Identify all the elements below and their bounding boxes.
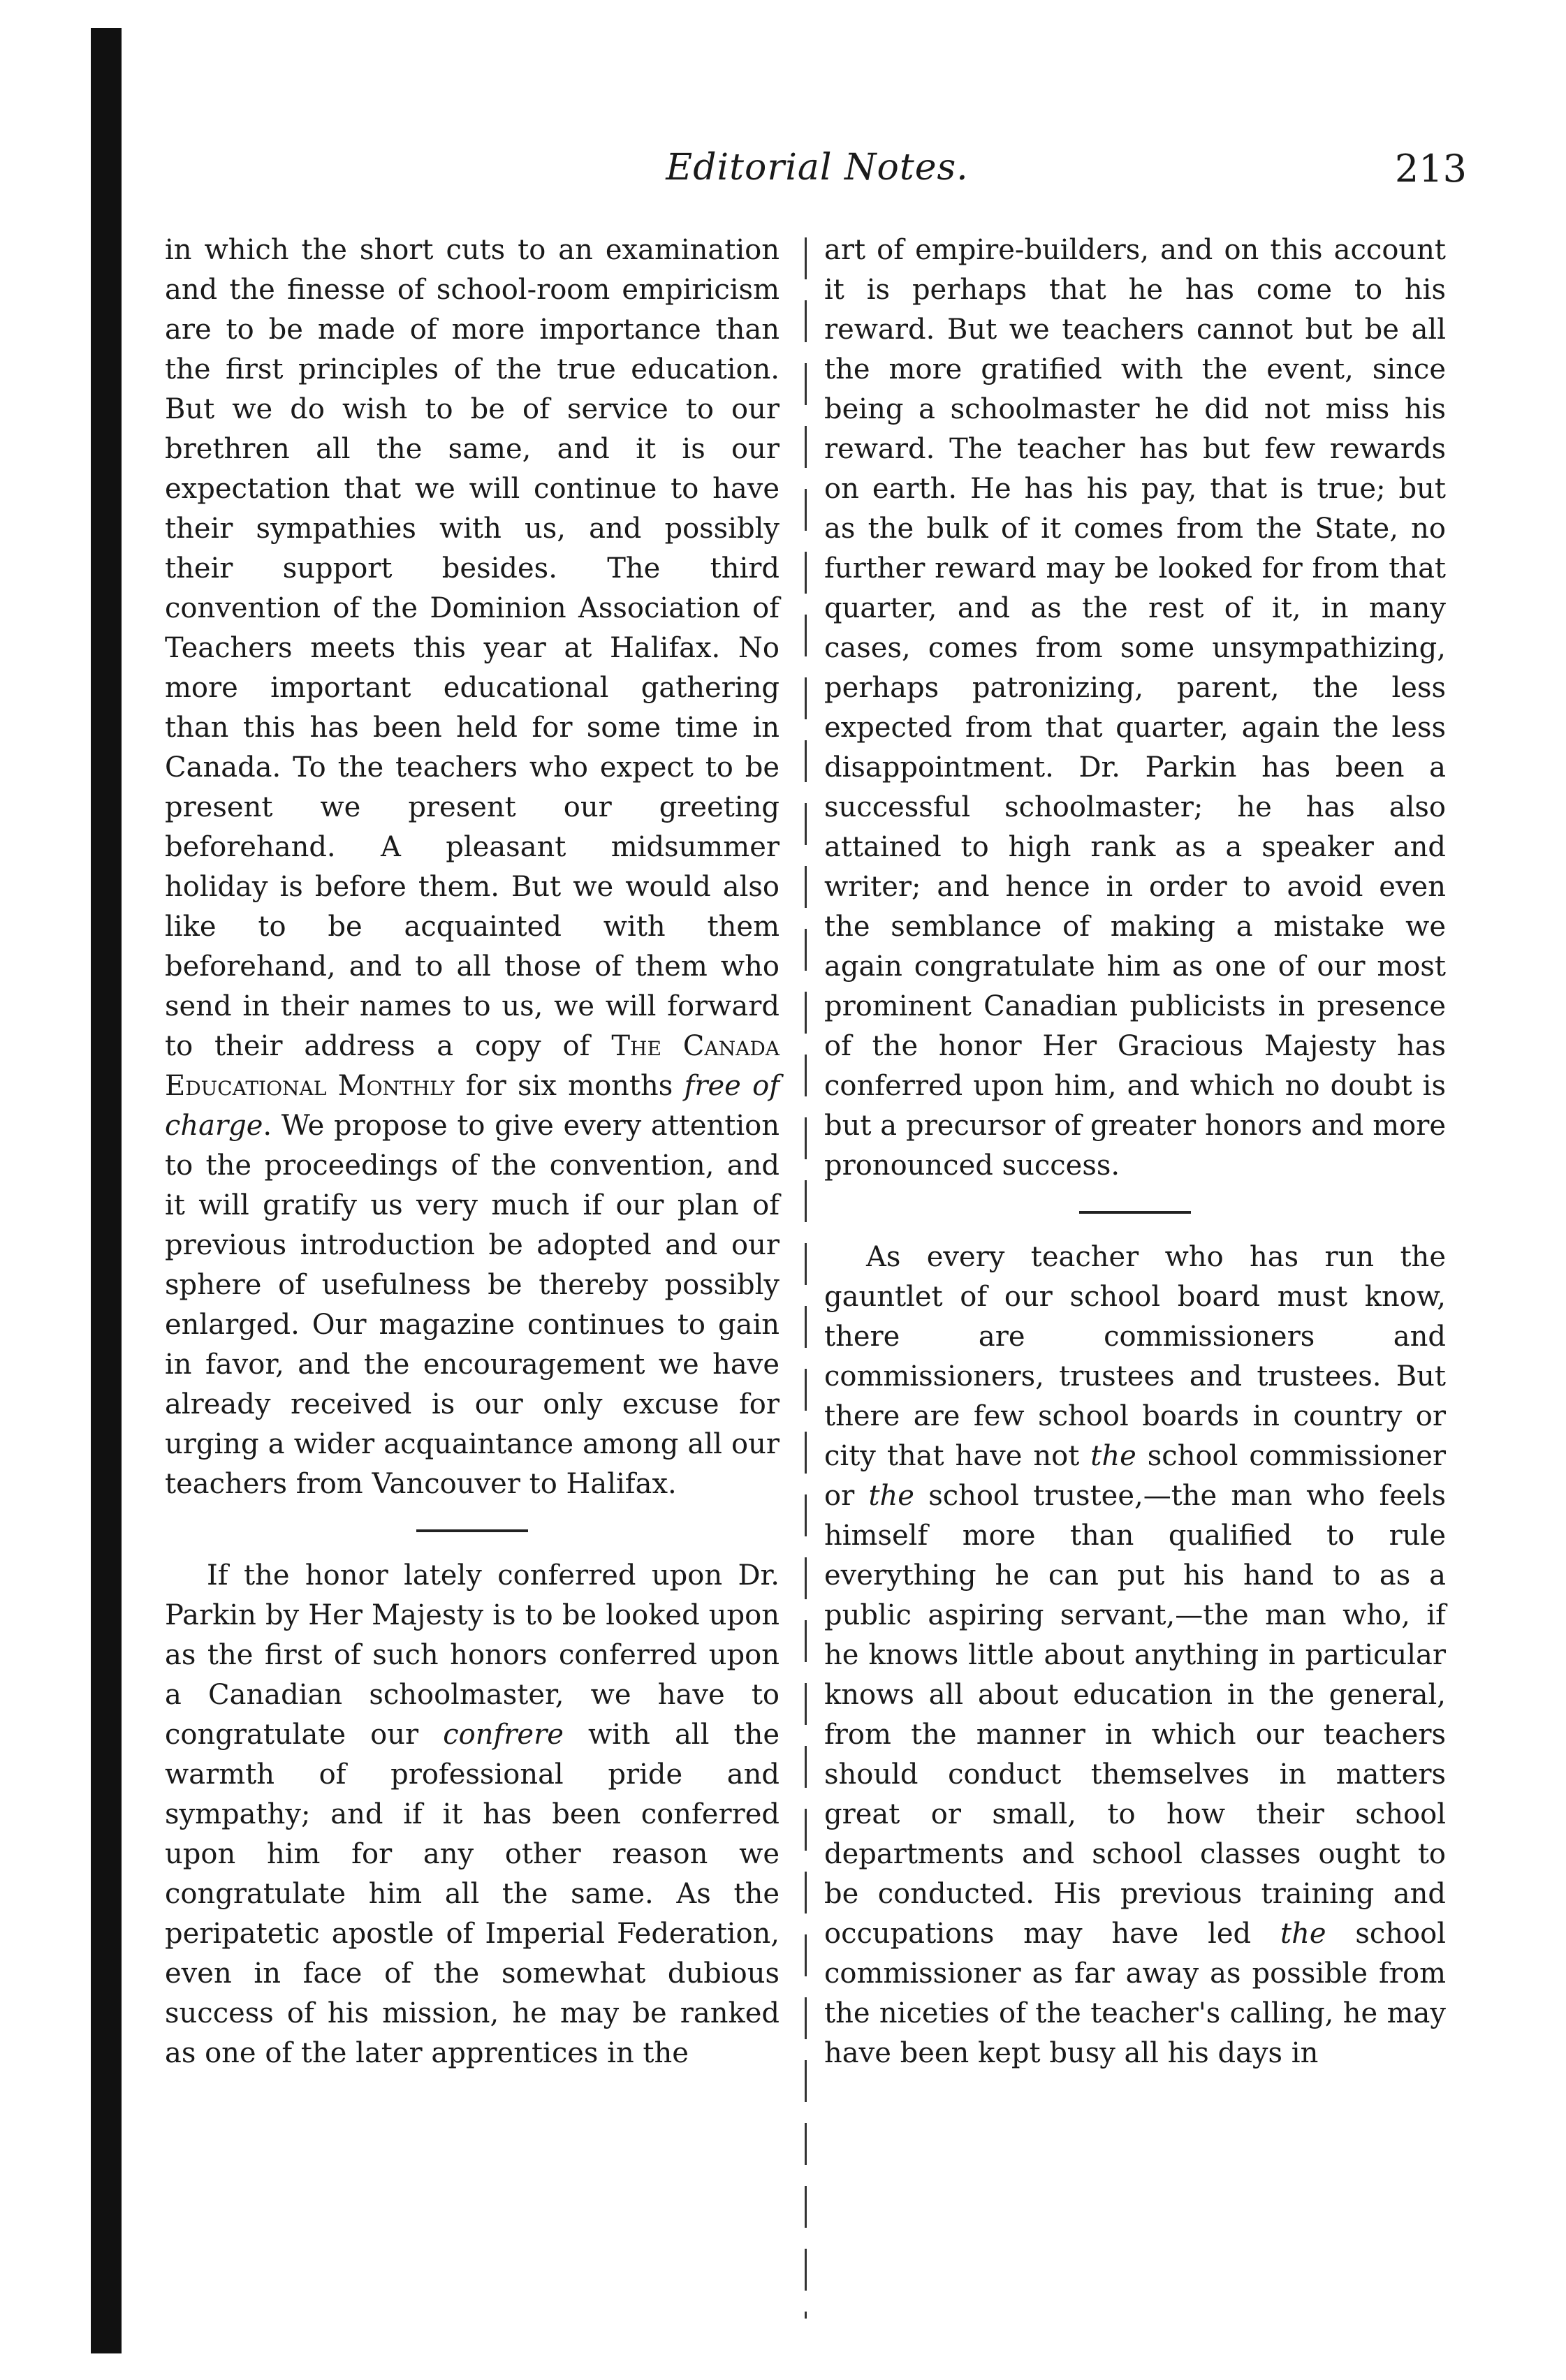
paragraph-school-commissioner: As every teacher who has run the gauntlet of our school board must know, there are commissioners and commissioners, trustees and trustees. But there are few school boards in country or city that have not the school commissioner or the school trustee,—the man who feels himself more than qualified to rule everything he can put his hand to as a public aspiring servant,—the man who, if he knows little about anything in particular knows all about education in the general, from the manner in which our teachers should conduct themselves in matters great or small, to how their school departments and school classes ought to be conducted. His previous training and occupations may have led the school commissioner as far away as possible from the niceties of the teacher's calling, he may have been kept busy all his days in [824, 1241, 1447, 2069]
paragraph-convention: in which the short cuts to an examination and the finesse of school-room empiricism are to be made of more importance than the first principles of the true education. But we do wish to be of service to our brethren all the same, and it is our expectation that we will continue to have their sympathies with us, and possibly their support besides. The third convention of the Dominion Association of Teachers meets this year at Halifax. No more important educational gathering than this has been held for some time in Canada. To the teachers who expect to be present we present our greeting beforehand. A pleasant midsummer holiday is before them. But we would also like to be acquainted with them beforehand, and to all those of them who send in their names to us, we will forward to their address a copy of The Canada Educational Monthly for six months free of charge. We propose to give every attention to the proceedings of the convention, and it will gratify us very much if our plan of previous introduction be adopted and our sphere of usefulness be thereby possibly enlarged. Our magazine continues to gain in favor, and the encouragement we have already received is our only excuse for urging a wider acquaintance among all our teachers from Vancouver to Halifax. [165, 234, 780, 1500]
paragraph-parkin-honor: If the honor lately conferred upon Dr. Parkin by Her Majesty is to be looked upon as the first of such honors conferred upon a Canadian schoolmaster, we have to congratulate our confrere with all the warmth of professional pride and sympathy; and if it has been conferred upon him for any other reason we congratulate him all the same. As the peripatetic apostle of Imperial Federation, even in face of the somewhat dubious success of his mission, he may be ranked as one of the later apprentices in the [165, 1559, 780, 2069]
left-column [165, 230, 780, 2073]
free-offer: free of charge [165, 1070, 780, 1142]
section-separator [416, 1529, 528, 1532]
running-title: Editorial Notes. [666, 147, 969, 189]
paragraph-parkin-continued: art of empire-builders, and on this account it is perhaps that he has come to his reward. But we teachers cannot but be all the more gratified with the event, since being a schoolmaster he did not miss his reward. The teacher has but few rewards on earth. He has his pay, that is true; but as the bulk of it comes from the State, no further reward may be looked for from that quarter, and as the rest of it, in many cases, comes from some unsympathizing, perhaps patronizing, parent, the less expected from that quarter, again the less disappointment. Dr. Parkin has been a successful schoolmaster; he has also attained to high rank as a speaker and writer; and hence in order to avoid even the semblance of making a mistake we again congratulate him as one of our most prominent Canadian publicists in presence of the honor Her Gracious Majesty has conferred upon him, and which no doubt is but a precursor of greater honors and more pronounced success. [824, 234, 1446, 1182]
page-number: 213 [1394, 147, 1467, 191]
running-head [168, 147, 1467, 210]
column-divider [805, 237, 807, 2319]
right-column [824, 230, 1446, 2073]
section-separator [1079, 1211, 1191, 1214]
binding-edge [91, 28, 122, 2353]
confrere-word: confrere [443, 1719, 564, 1751]
magazine-name: The Canada Educational Monthly [165, 1030, 780, 1102]
